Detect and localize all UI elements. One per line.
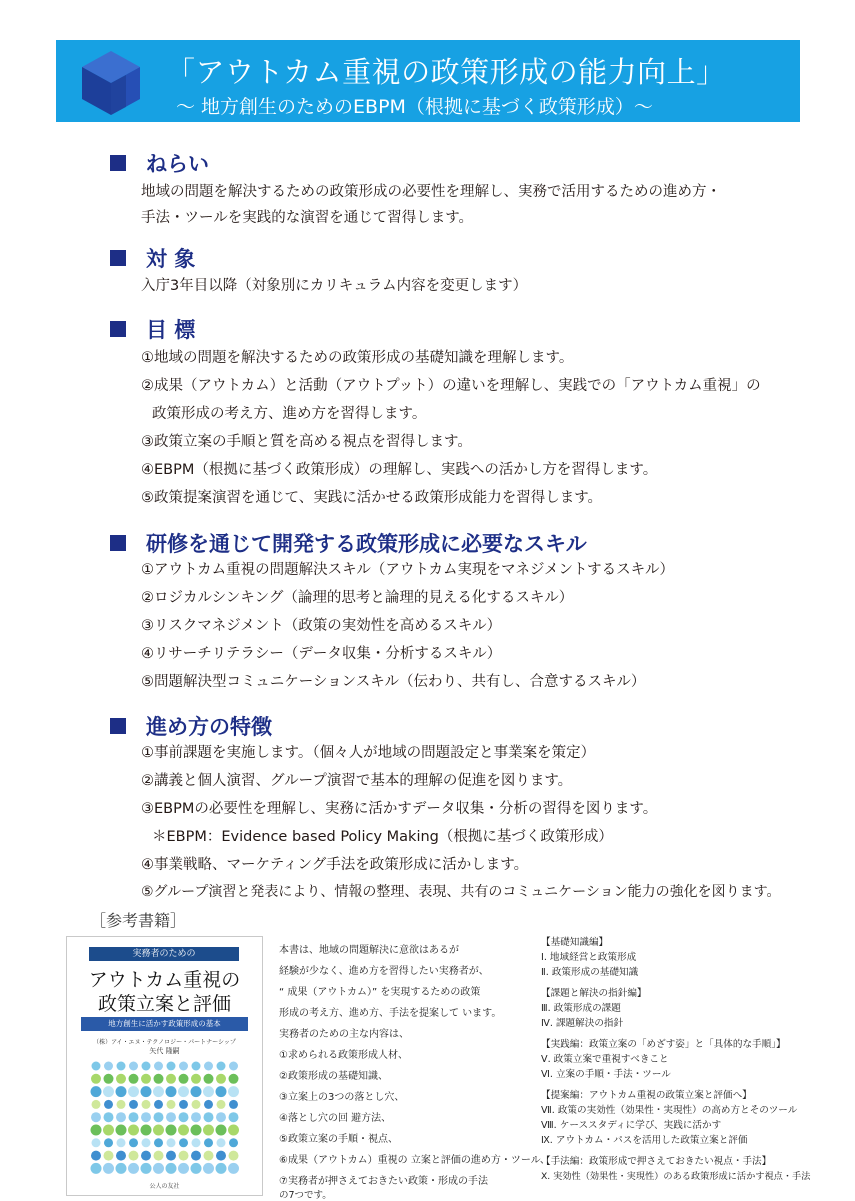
cover-dot — [166, 1125, 177, 1136]
cover-dot — [204, 1138, 213, 1147]
method-item: ①事前課題を実施します。（個々人が地域の問題設定と事業案を策定） — [141, 745, 596, 761]
cover-dot — [166, 1086, 177, 1097]
square-bullet-icon — [110, 535, 126, 551]
cover-dot — [153, 1086, 164, 1097]
cover-dot — [129, 1151, 139, 1161]
cover-dot — [92, 1100, 101, 1109]
title-banner — [56, 40, 800, 122]
section-heading-skills: 研修を通じて開発する政策形成に必要なスキル — [110, 528, 587, 556]
cover-dot — [217, 1138, 226, 1147]
toc-chapter: Ⅷ. ケーススタディに学び、実践に活かす — [541, 1120, 722, 1131]
method-item: ⑤グループ演習と発表により、情報の整理、表現、共有のコミュニケーション能力の強化を図ります。 — [141, 884, 781, 900]
cover-dot — [128, 1125, 139, 1136]
cover-dot — [179, 1151, 189, 1161]
cover-dot — [191, 1112, 201, 1122]
skill-item: ②ロジカルシンキング（論理的思考と論理的見える化するスキル） — [141, 590, 574, 606]
section-heading-target: 対 象 — [110, 243, 195, 271]
cover-dot — [191, 1163, 202, 1174]
cover-dot — [141, 1074, 151, 1084]
cover-dot — [154, 1100, 163, 1109]
page-title: 「アウトカム重視の政策形成の能力向上」 — [166, 55, 726, 89]
cover-dot — [229, 1112, 239, 1122]
cover-dot — [141, 1125, 152, 1136]
book-title-line2: 政策立案と評価 — [97, 993, 231, 1015]
book-cover — [66, 936, 263, 1196]
cover-dot — [142, 1100, 151, 1109]
book-dot-pattern — [89, 1059, 241, 1177]
book-band: 実務者のための — [89, 947, 239, 961]
cover-dot — [104, 1138, 113, 1147]
cover-dot — [91, 1112, 101, 1122]
cover-dot — [129, 1074, 139, 1084]
cover-dot — [191, 1125, 202, 1136]
cover-dot — [167, 1062, 176, 1071]
skill-item: ④リサーチリテラシー（データ収集・分析するスキル） — [141, 646, 502, 662]
toc-chapter: Ⅱ. 政策形成の基礎知識 — [541, 967, 639, 978]
cover-dot — [129, 1112, 139, 1122]
cover-dot — [116, 1074, 126, 1084]
toc-chapter: Ⅵ. 立案の手順・手法・ツール — [541, 1069, 671, 1080]
book-press: 公人の友社 — [149, 1183, 180, 1190]
cover-dot — [216, 1125, 227, 1136]
cover-dot — [142, 1062, 151, 1071]
square-bullet-icon — [110, 250, 126, 266]
toc-part-heading: 【提案編：アウトカム重視の政策立案と評価へ】 — [541, 1090, 752, 1101]
cover-dot — [179, 1100, 188, 1109]
cover-dot — [116, 1125, 127, 1136]
cover-dot — [104, 1074, 114, 1084]
cover-dot — [117, 1138, 126, 1147]
cover-dot — [192, 1138, 201, 1147]
toc-part-heading: 【実践編：政策立案の「めざす姿」と「具体的な手順」】 — [541, 1039, 786, 1050]
book-description-line: 形成の考え方、進め方、手法を提案して います。 — [279, 1008, 502, 1019]
cover-dot — [178, 1086, 189, 1097]
cover-dot — [203, 1163, 214, 1174]
book-publisher-note: （株）アイ・エヌ・テクノロジー・パートナーシップ — [93, 1039, 236, 1046]
cover-dot — [141, 1163, 152, 1174]
reference-label: ［参考書籍］ — [90, 911, 187, 930]
skill-item: ⑤問題解決型コミュニケーションスキル（伝わり、共有し、合意するスキル） — [141, 674, 646, 690]
cover-dot — [117, 1062, 126, 1071]
cover-dot — [154, 1074, 164, 1084]
cover-dot — [104, 1112, 114, 1122]
cover-dot — [178, 1163, 189, 1174]
section-heading-goals: 目 標 — [110, 314, 195, 342]
goal-item: ④EBPM（根拠に基づく政策形成）の理解し、実践への活かし方を習得します。 — [141, 462, 658, 478]
cover-dot — [228, 1125, 239, 1136]
cover-dot — [216, 1163, 227, 1174]
goal-item-continued: 政策形成の考え方、進め方を習得します。 — [152, 406, 427, 422]
method-item: ③EBPMの必要性を理解し、実務に活かすデータ収集・分析の習得を図ります。 — [141, 801, 658, 817]
book-description-line: ⑤政策立案の手順・視点、 — [279, 1134, 398, 1145]
cover-dot — [141, 1112, 151, 1122]
cover-dot — [203, 1125, 214, 1136]
book-description-line: ③立案上の3つの落とし穴、 — [279, 1092, 405, 1103]
cover-dot — [141, 1086, 152, 1097]
cover-dot — [167, 1100, 176, 1109]
cover-dot — [92, 1138, 101, 1147]
cover-dot — [191, 1151, 201, 1161]
aim-line: 手法・ツールを実践的な演習を通じて習得します。 — [141, 210, 474, 226]
cover-dot — [104, 1151, 114, 1161]
cover-dot — [116, 1151, 126, 1161]
toc-part-heading: 【課題と解決の指針編】 — [541, 988, 647, 999]
cover-dot — [217, 1100, 226, 1109]
cover-dot — [92, 1062, 101, 1071]
toc-chapter: Ⅲ. 政策形成の課題 — [541, 1003, 621, 1014]
cover-dot — [179, 1062, 188, 1071]
cover-dot — [91, 1125, 102, 1136]
cover-dot — [191, 1074, 201, 1084]
cover-dot — [179, 1138, 188, 1147]
toc-chapter: Ⅶ. 政策の実効性（効果性・実現性）の高め方とそのツール — [541, 1105, 798, 1116]
book-description-line: の7つです。 — [279, 1190, 332, 1201]
cover-dot — [228, 1163, 239, 1174]
cover-dot — [153, 1163, 164, 1174]
goal-item: ①地域の問題を解決するための政策形成の基礎知識を理解します。 — [141, 350, 574, 366]
book-description-line: ⑦実務者が押さえておきたい政策・形成の手法 — [279, 1176, 488, 1187]
toc-chapter: Ⅴ. 政策立案で重視すべきこと — [541, 1054, 669, 1065]
cover-dot — [216, 1074, 226, 1084]
skill-item: ①アウトカム重視の問題解決スキル（アウトカム実現をマネジメントするスキル） — [141, 562, 674, 578]
target-line: 入庁3年目以降（対象別にカリキュラム内容を変更します） — [141, 278, 528, 294]
cover-dot — [217, 1062, 226, 1071]
cover-dot — [129, 1100, 138, 1109]
cover-dot — [91, 1163, 102, 1174]
goal-item: ⑤政策提案演習を通じて、実践に活かせる政策形成能力を習得します。 — [141, 490, 603, 506]
cover-dot — [204, 1112, 214, 1122]
section-heading-method: 進め方の特徴 — [110, 711, 272, 739]
cover-dot — [128, 1163, 139, 1174]
method-item: ②講義と個人演習、グループ演習で基本的理解の促進を図ります。 — [141, 773, 573, 789]
toc-chapter: Ⅸ. アウトカム・パスを活用した政策立案と評価 — [541, 1135, 748, 1146]
cover-dot — [91, 1086, 102, 1097]
cover-dot — [116, 1086, 127, 1097]
cover-dot — [103, 1163, 114, 1174]
cover-dot — [103, 1086, 114, 1097]
cover-dot — [91, 1074, 101, 1084]
toc-part-heading: 【手法編：政策形成で押さえておきたい視点・手法】 — [541, 1156, 772, 1167]
cover-dot — [179, 1074, 189, 1084]
cover-dot — [104, 1062, 113, 1071]
skill-item: ③リスクマネジメント（政策の実効性を高めるスキル） — [141, 618, 502, 634]
cover-dot — [228, 1086, 239, 1097]
cover-dot — [216, 1112, 226, 1122]
cover-dot — [154, 1062, 163, 1071]
cover-dot — [229, 1151, 239, 1161]
section-heading-aim: ねらい — [110, 148, 209, 176]
page-subtitle: 〜 地方創生のためのEBPM（根拠に基づく政策形成）〜 — [176, 96, 653, 118]
cover-dot — [103, 1125, 114, 1136]
toc-chapter: Ⅳ. 課題解決の指針 — [541, 1018, 624, 1029]
cover-dot — [192, 1100, 201, 1109]
cover-dot — [142, 1138, 151, 1147]
book-description-line: ①求められる政策形成人材、 — [279, 1050, 408, 1061]
cover-dot — [178, 1125, 189, 1136]
cover-dot — [204, 1100, 213, 1109]
cover-dot — [166, 1163, 177, 1174]
cover-dot — [166, 1112, 176, 1122]
cover-dot — [153, 1125, 164, 1136]
method-item: ④事業戦略、マーケティング手法を政策形成に活かします。 — [141, 857, 529, 873]
cover-dot — [204, 1151, 214, 1161]
method-note: ＊EBPM：Evidence based Policy Making（根拠に基づく政策形成） — [152, 829, 613, 845]
cover-dot — [166, 1151, 176, 1161]
cover-dot — [154, 1112, 164, 1122]
toc-part-heading: 【基礎知識編】 — [541, 937, 609, 948]
cover-dot — [204, 1074, 214, 1084]
cover-dot — [229, 1074, 239, 1084]
cover-dot — [204, 1062, 213, 1071]
square-bullet-icon — [110, 155, 126, 171]
cube-icon — [80, 49, 142, 117]
cover-dot — [191, 1086, 202, 1097]
cover-dot — [116, 1112, 126, 1122]
cover-dot — [216, 1086, 227, 1097]
cover-dot — [91, 1151, 101, 1161]
toc-chapter: Ⅰ. 地域経営と政策形成 — [541, 952, 637, 963]
cover-dot — [192, 1062, 201, 1071]
book-description-line: ②政策形成の基礎知識、 — [279, 1071, 388, 1082]
cover-dot — [117, 1100, 126, 1109]
cover-dot — [167, 1138, 176, 1147]
goal-item: ③政策立案の手順と質を高める視点を習得します。 — [141, 434, 472, 450]
cover-dot — [229, 1138, 238, 1147]
cover-dot — [154, 1151, 164, 1161]
toc-chapter: Ⅹ. 実効性（効果性・実現性）のある政策形成に活かす視点・手法 — [541, 1171, 811, 1182]
book-title-line1: アウトカム重視の — [88, 969, 241, 991]
book-description-line: “ 成果（アウトカム）” を実現するための政策 — [279, 987, 481, 998]
cover-dot — [229, 1062, 238, 1071]
cover-dot — [203, 1086, 214, 1097]
cover-dot — [166, 1074, 176, 1084]
aim-line: 地域の問題を解決するための政策形成の必要性を理解し、実務で活用するための進め方・ — [141, 184, 721, 200]
book-description-line: 実務者のための主な内容は、 — [279, 1029, 409, 1040]
cover-dot — [216, 1151, 226, 1161]
book-description-line: ④落とし穴の回 避方法、 — [279, 1113, 392, 1124]
book-subtitle: 地方創生に活かす政策形成の基本 — [81, 1017, 248, 1031]
square-bullet-icon — [110, 321, 126, 337]
cover-dot — [229, 1100, 238, 1109]
book-description-line: ⑥成果（アウトカム）重視の 立案と評価の進め方・ツール、 — [279, 1155, 550, 1166]
book-description-line: 経験が少なく、進め方を習得したい実務者が、 — [279, 966, 489, 977]
cover-dot — [116, 1163, 127, 1174]
goal-item: ②成果（アウトカム）と活動（アウトプット）の違いを理解し、実践での「アウトカム重視」の — [141, 378, 761, 394]
book-author: 矢代 隆嗣 — [149, 1047, 180, 1055]
cover-dot — [154, 1138, 163, 1147]
cover-dot — [179, 1112, 189, 1122]
cover-dot — [129, 1062, 138, 1071]
cover-dot — [128, 1086, 139, 1097]
book-description-line: 本書は、地域の問題解決に意欲はあるが — [279, 945, 459, 956]
cover-dot — [141, 1151, 151, 1161]
cover-dot — [129, 1138, 138, 1147]
square-bullet-icon — [110, 718, 126, 734]
cover-dot — [104, 1100, 113, 1109]
